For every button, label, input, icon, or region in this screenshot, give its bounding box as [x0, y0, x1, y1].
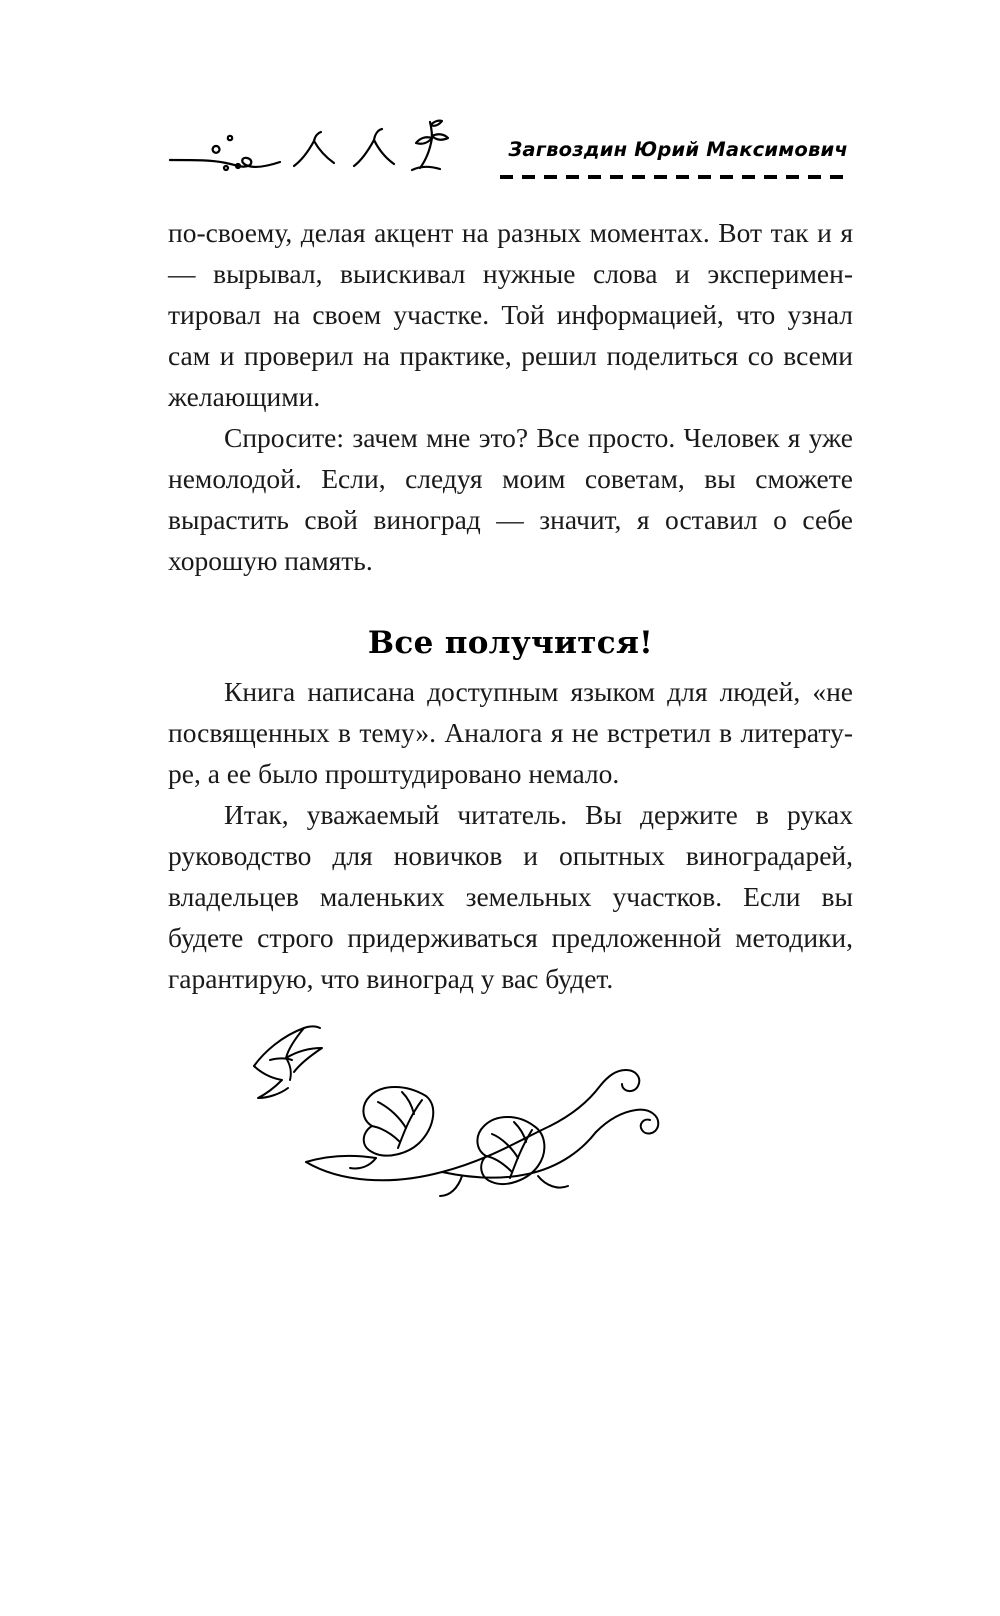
page-header — [168, 112, 848, 182]
birds-on-wire-ornament — [168, 116, 508, 178]
header-dashed-rule — [500, 175, 848, 179]
paragraph: по‑своему, делая акцент на разных моментах. Вот так и я — вырывал, выискивал нужные слова и экспериментировал на своем участке. Той информацией, что узнал сам и проверил на практике, решил поделиться со всеми желающими. — [168, 217, 853, 412]
text-column — [168, 212, 853, 999]
paragraph: Спросите: зачем мне это? Все просто. Человек я уже немолодой. Если, следуя моим советам, вы сможете вырастить свой виноград — значит, я оставил о себе хорошую память. — [168, 422, 853, 576]
running-head-author: Загвоздин Юрий Максимович — [508, 138, 848, 161]
swallow-and-grape-vine-ornament — [230, 1000, 720, 1230]
section-heading: Все получится! — [367, 625, 654, 661]
paragraph: Итак, уважаемый читатель. Вы держите в руках руководство для новичков и опытных виноградарей, владельцев маленьких земельных участков. Если вы будете строго придерживаться предложенной методики, гарантирую, что виноград у вас будет. — [168, 799, 853, 994]
paragraph: Книга написана доступным языком для людей, «не посвященных в тему». Аналога я не встретил в литературе, а ее было проштудировано немало. — [168, 676, 853, 789]
